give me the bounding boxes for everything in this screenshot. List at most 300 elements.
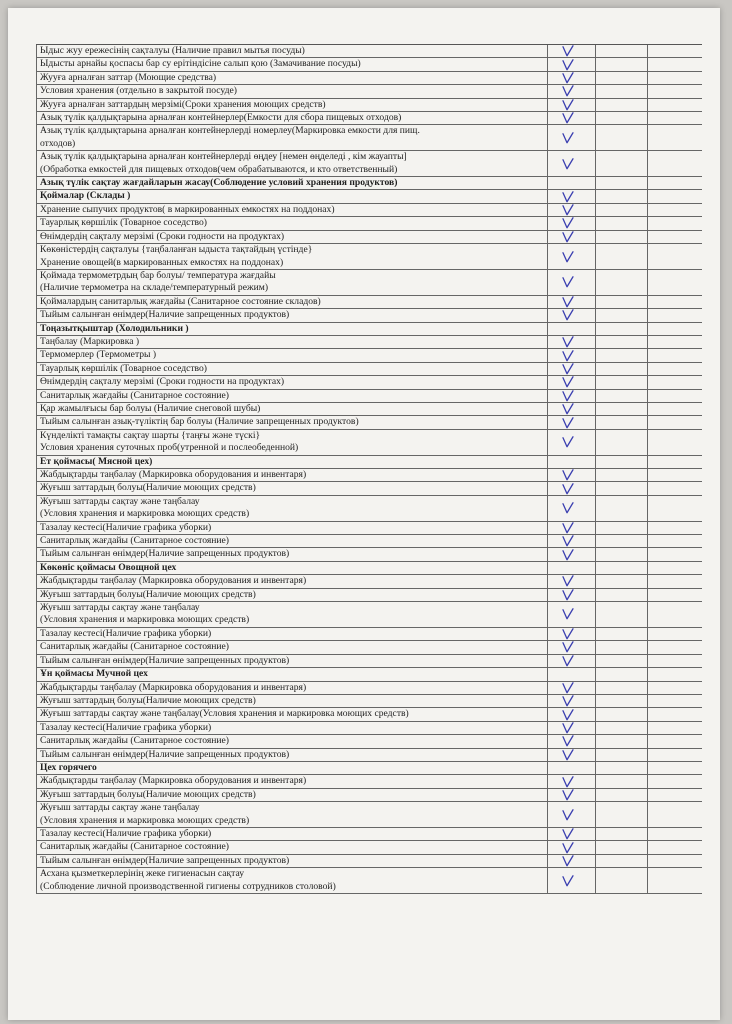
empty-cell: [648, 535, 702, 547]
empty-cell: [648, 762, 702, 774]
empty-cell: [648, 841, 702, 853]
checklist-row: [36, 112, 702, 125]
checklist-row: [36, 722, 702, 735]
check-cell: [548, 841, 596, 853]
empty-cell: [596, 868, 648, 893]
check-cell: [548, 190, 596, 202]
checkmark-icon: [562, 775, 574, 787]
checkmark-icon: [562, 628, 574, 640]
check-cell: [548, 496, 596, 521]
empty-cell: [648, 802, 702, 827]
check-cell: [548, 562, 596, 574]
check-cell: [548, 641, 596, 653]
check-cell: [548, 668, 596, 680]
checklist-row: [36, 735, 702, 748]
requirement-text: Ыдыс жуу ережесінің сақталуы (Наличие правил мытья посуды): [37, 45, 548, 57]
empty-cell: [596, 535, 648, 547]
checkmark-icon: [562, 708, 574, 720]
empty-cell: [596, 416, 648, 428]
check-cell: [548, 789, 596, 801]
requirement-text: Жабдықтарды таңбалау (Маркировка оборудования и инвентаря): [37, 575, 548, 587]
check-cell: [548, 868, 596, 893]
requirement-text: Азық түлік қалдықтарына арналған контейнерлер(Емкости для сбора пищевых отходов): [37, 112, 548, 124]
empty-cell: [596, 668, 648, 680]
section-title: Тоңазытқыштар (Холодильники ): [37, 323, 548, 335]
empty-cell: [648, 363, 702, 375]
check-cell: [548, 85, 596, 97]
check-cell: [548, 58, 596, 70]
empty-cell: [648, 828, 702, 840]
empty-cell: [648, 323, 702, 335]
empty-cell: [648, 72, 702, 84]
checklist-row: [36, 802, 702, 828]
checkmark-icon: [562, 789, 574, 801]
empty-cell: [648, 482, 702, 494]
requirement-text: Санитарлық жағдайы (Санитарное состояние): [37, 535, 548, 547]
checklist-row: [36, 204, 702, 217]
requirement-text: Жабдықтарды таңбалау (Маркировка оборудования и инвентаря): [37, 469, 548, 481]
requirement-text: Жуғыш заттарды сақтау және таңбалау (Условия хранения и маркировка моющих средств): [37, 602, 548, 627]
checkmark-icon: [562, 390, 574, 402]
checkmark-icon: [562, 85, 574, 97]
empty-cell: [648, 749, 702, 761]
checkmark-icon: [562, 132, 574, 144]
empty-cell: [596, 482, 648, 494]
checklist-row: [36, 575, 702, 588]
checkmark-icon: [562, 276, 574, 288]
checkmark-icon: [562, 655, 574, 667]
empty-cell: [596, 456, 648, 468]
requirement-text: Жуғыш заттарды сақтау және таңбалау(Условия хранения и маркировка моющих средств): [37, 708, 548, 720]
checkmark-icon: [562, 855, 574, 867]
check-cell: [548, 309, 596, 321]
requirement-text: Тазалау кестесі(Наличие графика уборки): [37, 628, 548, 640]
empty-cell: [648, 231, 702, 243]
empty-cell: [596, 349, 648, 361]
section-title: Азық түлік сақтау жағдайларын жасау(Соблюдение условий хранения продуктов): [37, 177, 548, 189]
check-cell: [548, 589, 596, 601]
checklist-row: [36, 85, 702, 98]
checklist-row: [36, 548, 702, 561]
check-cell: [548, 602, 596, 627]
checkmark-icon: [562, 112, 574, 124]
checklist-row: [36, 416, 702, 429]
check-cell: [548, 45, 596, 57]
requirement-text: Тыйым салынған азық-түліктің бар болуы (Наличие запрещенных продуктов): [37, 416, 548, 428]
empty-cell: [596, 802, 648, 827]
check-cell: [548, 482, 596, 494]
requirement-text: Санитарлық жағдайы (Санитарное состояние): [37, 390, 548, 402]
empty-cell: [596, 403, 648, 415]
checklist-row: [36, 349, 702, 362]
check-cell: [548, 336, 596, 348]
checkmark-icon: [562, 735, 574, 747]
checklist-row: [36, 789, 702, 802]
requirement-text: Азық түлік қалдықтарына арналған контейнерлерді номерлеу(Маркировка емкости для пищ. отходов): [37, 125, 548, 150]
check-cell: [548, 775, 596, 787]
empty-cell: [648, 456, 702, 468]
checkmark-icon: [562, 403, 574, 415]
checklist-row: [36, 296, 702, 309]
requirement-text: Жабдықтарды таңбалау (Маркировка оборудования и инвентаря): [37, 775, 548, 787]
check-cell: [548, 695, 596, 707]
requirement-text: Термомерлер (Термометры ): [37, 349, 548, 361]
section-header-row: [36, 323, 702, 336]
empty-cell: [648, 416, 702, 428]
section-title: Қоймалар (Склады ): [37, 190, 548, 202]
empty-cell: [648, 177, 702, 189]
checklist-row: [36, 855, 702, 868]
requirement-text: Тыйым салынған өнімдер(Наличие запрещенных продуктов): [37, 855, 548, 867]
checklist-row: [36, 309, 702, 322]
requirement-text: Жууға арналған заттар (Моющие средства): [37, 72, 548, 84]
checkmark-icon: [562, 695, 574, 707]
empty-cell: [648, 641, 702, 653]
empty-cell: [648, 336, 702, 348]
requirement-text: Тыйым салынған өнімдер(Наличие запрещенных продуктов): [37, 309, 548, 321]
check-cell: [548, 855, 596, 867]
check-cell: [548, 430, 596, 455]
empty-cell: [596, 177, 648, 189]
empty-cell: [596, 522, 648, 534]
checkmark-icon: [562, 828, 574, 840]
checkmark-icon: [562, 722, 574, 734]
empty-cell: [596, 390, 648, 402]
requirement-text: Таңбалау (Маркировка ): [37, 336, 548, 348]
checkmark-icon: [562, 535, 574, 547]
checkmark-icon: [562, 309, 574, 321]
check-cell: [548, 217, 596, 229]
check-cell: [548, 270, 596, 295]
empty-cell: [596, 336, 648, 348]
requirement-text: Тазалау кестесі(Наличие графика уборки): [37, 722, 548, 734]
section-header-row: [36, 562, 702, 575]
section-header-row: [36, 177, 702, 190]
check-cell: [548, 363, 596, 375]
checklist-row: [36, 336, 702, 349]
checklist-row: [36, 496, 702, 522]
requirement-text: Қар жамылғысы бар болуы (Наличие снеговой шубы): [37, 403, 548, 415]
empty-cell: [648, 775, 702, 787]
checklist-row: [36, 708, 702, 721]
empty-cell: [596, 217, 648, 229]
checklist-row: [36, 151, 702, 177]
empty-cell: [596, 151, 648, 176]
requirement-text: Тазалау кестесі(Наличие графика уборки): [37, 828, 548, 840]
empty-cell: [648, 85, 702, 97]
check-cell: [548, 535, 596, 547]
empty-cell: [648, 522, 702, 534]
section-header-row: [36, 668, 702, 681]
empty-cell: [648, 376, 702, 388]
requirement-text: Тыйым салынған өнімдер(Наличие запрещенных продуктов): [37, 749, 548, 761]
empty-cell: [596, 430, 648, 455]
empty-cell: [648, 204, 702, 216]
checklist-row: [36, 841, 702, 854]
check-cell: [548, 112, 596, 124]
empty-cell: [596, 244, 648, 269]
empty-cell: [596, 775, 648, 787]
empty-cell: [648, 296, 702, 308]
checkmark-icon: [562, 99, 574, 111]
empty-cell: [648, 602, 702, 627]
check-cell: [548, 735, 596, 747]
empty-cell: [596, 85, 648, 97]
empty-cell: [596, 762, 648, 774]
checkmark-icon: [562, 482, 574, 494]
empty-cell: [596, 204, 648, 216]
section-header-row: [36, 762, 702, 775]
empty-cell: [648, 682, 702, 694]
check-cell: [548, 99, 596, 111]
check-cell: [548, 708, 596, 720]
empty-cell: [648, 628, 702, 640]
empty-cell: [648, 868, 702, 893]
empty-cell: [596, 589, 648, 601]
requirement-text: Тауарлық көршілік (Товарное соседство): [37, 363, 548, 375]
empty-cell: [648, 496, 702, 521]
checklist-row: [36, 390, 702, 403]
empty-cell: [596, 270, 648, 295]
empty-cell: [596, 655, 648, 667]
empty-cell: [648, 855, 702, 867]
check-cell: [548, 628, 596, 640]
empty-cell: [596, 112, 648, 124]
empty-cell: [596, 469, 648, 481]
empty-cell: [648, 125, 702, 150]
check-cell: [548, 125, 596, 150]
checklist-row: [36, 602, 702, 628]
empty-cell: [596, 190, 648, 202]
requirement-text: Қоймалардың санитарлық жағдайы (Санитарное состояние складов): [37, 296, 548, 308]
checkmark-icon: [562, 608, 574, 620]
checkmark-icon: [562, 58, 574, 70]
check-cell: [548, 204, 596, 216]
empty-cell: [596, 58, 648, 70]
requirement-text: Жуғыш заттарды сақтау және таңбалау (Условия хранения и маркировка моющих средств): [37, 802, 548, 827]
requirement-text: Ыдысты арнайы қоспасы бар су ерітіндісіне салып қою (Замачивание посуды): [37, 58, 548, 70]
checkmark-icon: [562, 157, 574, 169]
empty-cell: [648, 708, 702, 720]
empty-cell: [648, 99, 702, 111]
section-title: Ет қоймасы( Мясной цех): [37, 456, 548, 468]
checkmark-icon: [562, 748, 574, 760]
empty-cell: [596, 841, 648, 853]
checkmark-icon: [562, 681, 574, 693]
checkmark-icon: [562, 349, 574, 361]
empty-cell: [648, 735, 702, 747]
requirement-text: Көкөністердің сақталуы {таңбаланған ыдыста тақтайдың үстінде} Хранение овощей(в маркированных емкостях на поддонах): [37, 244, 548, 269]
checklist-row: [36, 868, 702, 894]
checklist-sheet: [8, 8, 720, 1020]
check-cell: [548, 296, 596, 308]
check-cell: [548, 151, 596, 176]
section-header-row: [36, 190, 702, 203]
checklist-row: [36, 45, 702, 58]
empty-cell: [648, 668, 702, 680]
empty-cell: [596, 231, 648, 243]
check-cell: [548, 416, 596, 428]
empty-cell: [648, 151, 702, 176]
checklist-row: [36, 270, 702, 296]
empty-cell: [596, 641, 648, 653]
requirement-text: Хранение сыпучих продуктов( в маркированных емкостях на поддонах): [37, 204, 548, 216]
checklist-row: [36, 231, 702, 244]
checklist-row: [36, 589, 702, 602]
empty-cell: [648, 695, 702, 707]
checkmark-icon: [562, 469, 574, 481]
empty-cell: [596, 376, 648, 388]
check-cell: [548, 231, 596, 243]
check-cell: [548, 244, 596, 269]
checklist-row: [36, 72, 702, 85]
check-cell: [548, 762, 596, 774]
checkmark-icon: [562, 436, 574, 448]
empty-cell: [648, 548, 702, 560]
requirement-text: Жуғыш заттардың болуы(Наличие моющих средств): [37, 589, 548, 601]
check-cell: [548, 456, 596, 468]
checkmark-icon: [562, 841, 574, 853]
requirement-text: Тыйым салынған өнімдер(Наличие запрещенных продуктов): [37, 548, 548, 560]
empty-cell: [648, 217, 702, 229]
empty-cell: [648, 190, 702, 202]
empty-cell: [648, 562, 702, 574]
checkmark-icon: [562, 589, 574, 601]
check-cell: [548, 469, 596, 481]
empty-cell: [596, 828, 648, 840]
requirement-text: Санитарлық жағдайы (Санитарное состояние): [37, 735, 548, 747]
section-header-row: [36, 456, 702, 469]
check-cell: [548, 323, 596, 335]
requirement-text: Жуғыш заттардың болуы(Наличие моющих средств): [37, 789, 548, 801]
empty-cell: [596, 695, 648, 707]
checklist-row: [36, 641, 702, 654]
checkmark-icon: [562, 502, 574, 514]
empty-cell: [596, 722, 648, 734]
check-cell: [548, 722, 596, 734]
empty-cell: [648, 390, 702, 402]
empty-cell: [596, 125, 648, 150]
checklist-row: [36, 775, 702, 788]
checklist-row: [36, 58, 702, 71]
check-cell: [548, 522, 596, 534]
empty-cell: [596, 708, 648, 720]
empty-cell: [596, 575, 648, 587]
empty-cell: [596, 628, 648, 640]
check-cell: [548, 575, 596, 587]
checklist-row: [36, 125, 702, 151]
check-cell: [548, 390, 596, 402]
requirement-text: Санитарлық жағдайы (Санитарное состояние): [37, 841, 548, 853]
check-cell: [548, 682, 596, 694]
empty-cell: [648, 575, 702, 587]
requirement-text: Жабдықтарды таңбалау (Маркировка оборудования и инвентаря): [37, 682, 548, 694]
empty-cell: [648, 589, 702, 601]
check-cell: [548, 72, 596, 84]
empty-cell: [648, 45, 702, 57]
requirement-text: Тауарлық көршілік (Товарное соседство): [37, 217, 548, 229]
checklist-row: [36, 363, 702, 376]
checklist-row: [36, 535, 702, 548]
checkmark-icon: [562, 336, 574, 348]
checkmark-icon: [562, 548, 574, 560]
checkmark-icon: [562, 45, 574, 57]
requirement-text: Жуғыш заттардың болуы(Наличие моющих средств): [37, 695, 548, 707]
checklist-row: [36, 217, 702, 230]
check-cell: [548, 802, 596, 827]
checklist-table: [36, 44, 702, 894]
checklist-row: [36, 99, 702, 112]
empty-cell: [596, 323, 648, 335]
empty-cell: [596, 45, 648, 57]
checkmark-icon: [562, 296, 574, 308]
checklist-row: [36, 376, 702, 389]
empty-cell: [648, 722, 702, 734]
requirement-text: Тыйым салынған өнімдер(Наличие запрещенных продуктов): [37, 655, 548, 667]
checkmark-icon: [562, 874, 574, 886]
requirement-text: Өнімдердің сақталу мерзімі (Сроки годности на продуктах): [37, 231, 548, 243]
requirement-text: Жуғыш заттарды сақтау және таңбалау (Условия хранения и маркировка моющих средств): [37, 496, 548, 521]
checklist-row: [36, 749, 702, 762]
empty-cell: [596, 548, 648, 560]
empty-cell: [596, 562, 648, 574]
checkmark-icon: [562, 217, 574, 229]
empty-cell: [596, 602, 648, 627]
empty-cell: [648, 655, 702, 667]
checklist-row: [36, 522, 702, 535]
check-cell: [548, 548, 596, 560]
requirement-text: Условия хранения (отдельно в закрытой посуде): [37, 85, 548, 97]
checklist-row: [36, 482, 702, 495]
checkmark-icon: [562, 808, 574, 820]
checkmark-icon: [562, 363, 574, 375]
checkmark-icon: [562, 416, 574, 428]
requirement-text: Тазалау кестесі(Наличие графика уборки): [37, 522, 548, 534]
empty-cell: [596, 749, 648, 761]
checklist-row: [36, 695, 702, 708]
check-cell: [548, 828, 596, 840]
checkmark-icon: [562, 376, 574, 388]
empty-cell: [648, 349, 702, 361]
empty-cell: [648, 430, 702, 455]
empty-cell: [648, 58, 702, 70]
checkmark-icon: [562, 190, 574, 202]
empty-cell: [648, 403, 702, 415]
checkmark-icon: [562, 641, 574, 653]
requirement-text: Асхана қызметкерлерінің жеке гигиенасын сақтау (Соблюдение личной производственной гигиены сотрудников столовой): [37, 868, 548, 893]
section-title: Цех горячего: [37, 762, 548, 774]
empty-cell: [596, 363, 648, 375]
empty-cell: [596, 735, 648, 747]
check-cell: [548, 655, 596, 667]
empty-cell: [596, 682, 648, 694]
checklist-row: [36, 403, 702, 416]
checklist-row: [36, 628, 702, 641]
requirement-text: Күнделікті тамақты сақтау шарты {таңғы және түскі} Условия хранения суточных проб(утренной и послеобеденной): [37, 430, 548, 455]
checkmark-icon: [562, 72, 574, 84]
requirement-text: Қоймада термометрдың бар болуы/ температура жағдайы (Наличие термометра на складе/температурный режим): [37, 270, 548, 295]
section-title: Көкөніс қоймасы Овощной цех: [37, 562, 548, 574]
checklist-row: [36, 469, 702, 482]
checklist-row: [36, 655, 702, 668]
section-title: Ұн қоймасы Мучной цех: [37, 668, 548, 680]
empty-cell: [648, 309, 702, 321]
check-cell: [548, 376, 596, 388]
empty-cell: [596, 789, 648, 801]
checklist-row: [36, 828, 702, 841]
checklist-row: [36, 430, 702, 456]
checkmark-icon: [562, 231, 574, 243]
